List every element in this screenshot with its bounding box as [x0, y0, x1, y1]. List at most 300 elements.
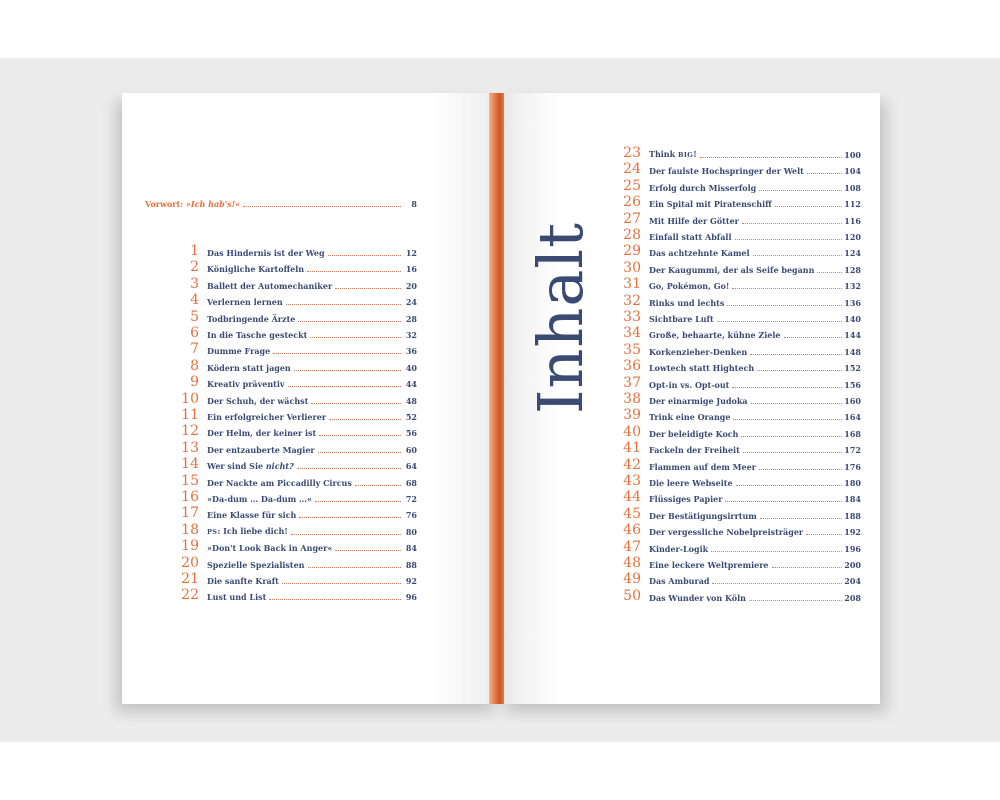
foreword-label — [145, 198, 240, 210]
leader-dots — [732, 387, 842, 388]
page-number: 196 — [844, 543, 861, 554]
chapter-number: 1 — [190, 243, 199, 259]
page-number: 140 — [844, 314, 861, 324]
page-number: 100 — [844, 150, 861, 160]
chapter-number: 33 — [623, 309, 641, 325]
chapter-title-text: Ködern statt jagen — [207, 362, 291, 373]
chapter-title — [649, 264, 814, 276]
toc-entry — [175, 522, 417, 538]
leader-dots — [308, 567, 402, 568]
foreword-entry — [145, 196, 417, 210]
book-spine-right — [500, 93, 504, 704]
chapter-number: 3 — [190, 275, 199, 292]
chapter-title — [649, 379, 729, 391]
page-number: 48 — [405, 395, 417, 406]
page-number: 144 — [844, 330, 861, 341]
toc-entry — [617, 555, 861, 571]
chapter-number: 7 — [190, 341, 199, 358]
chapter-number: 21 — [181, 571, 199, 587]
page-number: 156 — [844, 379, 861, 390]
chapter-title — [207, 395, 308, 407]
page-number: 188 — [844, 510, 861, 521]
chapter-number: 45 — [623, 505, 641, 522]
toc-entry — [617, 145, 861, 161]
page-number: 32 — [405, 330, 417, 340]
page-number: 132 — [844, 281, 861, 292]
toc-entry — [175, 341, 417, 357]
chapter-title — [649, 165, 804, 177]
page-number: 160 — [844, 396, 861, 406]
page-number: 116 — [844, 215, 861, 226]
page-number: 168 — [844, 428, 861, 439]
chapter-number: 44 — [623, 489, 641, 506]
chapter-title — [207, 427, 316, 439]
chapter-title — [207, 591, 266, 603]
leader-dots — [760, 518, 843, 519]
contents-heading: Inhalt — [524, 221, 597, 415]
page-number: 192 — [844, 527, 861, 538]
chapter-title — [649, 198, 772, 210]
chapter-number: 37 — [623, 374, 641, 391]
toc-entry — [175, 259, 417, 275]
page-number: 88 — [405, 559, 417, 570]
chapter-title-text: Spezielle Spezialisten — [207, 559, 305, 570]
toc-entry — [175, 325, 417, 341]
leader-dots — [759, 190, 842, 191]
chapter-number: 25 — [623, 177, 641, 194]
page-number: 60 — [405, 444, 417, 455]
chapter-title-text: Todbringende Ärzte — [207, 313, 296, 324]
chapter-number: 38 — [623, 391, 641, 407]
page-number: 204 — [844, 576, 861, 587]
toc-entry — [175, 374, 417, 390]
leader-dots — [700, 157, 843, 158]
leader-dots — [297, 468, 401, 469]
chapter-number: 12 — [181, 423, 199, 440]
toc-entry — [617, 473, 861, 489]
leader-dots — [750, 354, 842, 355]
chapter-title — [649, 297, 724, 309]
chapter-title-text: Kreativ präventiv — [207, 379, 285, 390]
page-number: 40 — [405, 362, 417, 373]
chapter-number: 28 — [623, 227, 641, 243]
chapter-title — [207, 575, 279, 587]
toc-entry — [175, 587, 417, 603]
chapter-number: 17 — [181, 505, 199, 522]
chapter-number: 36 — [623, 358, 641, 375]
chapter-number: 47 — [623, 538, 641, 555]
chapter-title-text: Flüssiges Papier — [649, 494, 723, 505]
leader-dots — [733, 419, 842, 420]
page-number: 68 — [405, 477, 417, 488]
chapter-title-text: Das Amburad — [649, 576, 710, 587]
chapter-title — [207, 493, 312, 505]
leader-dots — [273, 353, 401, 354]
toc-entry — [617, 309, 861, 325]
toc-entry — [175, 243, 417, 259]
page-number: 172 — [844, 445, 861, 456]
book-spine-left — [489, 93, 500, 704]
chapter-number: 20 — [181, 554, 199, 571]
toc-entry — [175, 440, 417, 456]
chapter-title — [207, 345, 270, 357]
leader-dots — [711, 551, 842, 552]
chapter-title-text: : Ich liebe dich! — [217, 525, 288, 536]
chapter-title — [649, 575, 709, 587]
chapter-title-emphasis: nicht? — [265, 461, 294, 472]
chapter-title-text: Go, Pokémon, Go! — [649, 281, 730, 292]
chapter-title-text: Verlernen lernen — [207, 297, 283, 308]
toc-entry — [617, 539, 861, 555]
chapter-title — [649, 182, 756, 194]
chapter-title — [649, 215, 739, 227]
chapter-title — [649, 247, 750, 259]
page-number: 124 — [844, 248, 861, 259]
chapter-title — [649, 362, 754, 374]
chapter-title — [649, 231, 732, 243]
leader-dots — [286, 304, 401, 305]
chapter-title-text: Die sanfte Kraft — [207, 576, 279, 586]
page-number: 56 — [405, 428, 417, 439]
chapter-title-text: Kinder-Logik — [649, 543, 709, 554]
chapter-title-text: Der vergessliche Nobelpreisträger — [649, 527, 804, 538]
leader-dots — [335, 288, 401, 289]
chapter-title-text: Dumme Frage — [207, 346, 271, 357]
page-number: 104 — [844, 166, 861, 177]
leader-dots — [772, 567, 843, 568]
chapter-number: 14 — [181, 456, 199, 473]
toc-entry — [617, 375, 861, 391]
page-number: 36 — [405, 346, 417, 357]
toc-entry — [617, 588, 861, 604]
toc-entry — [175, 473, 417, 489]
chapter-title-text: Das achtzehnte Kamel — [649, 248, 750, 259]
chapter-number: 13 — [181, 439, 199, 456]
leader-dots — [806, 534, 842, 535]
chapter-title-text: Der Bestätigungsirrtum — [649, 510, 757, 521]
toc-entry — [617, 260, 861, 276]
chapter-title-text: Opt-in vs. Opt-out — [649, 379, 730, 390]
chapter-title-text: Rinks und lechts — [649, 297, 725, 308]
chapter-title — [649, 543, 708, 555]
chapter-title-text: Der faulste Hochspringer der Welt — [649, 166, 804, 177]
toc-entry — [617, 243, 861, 259]
toc-entry — [617, 178, 861, 194]
toc-entry — [617, 358, 861, 374]
chapter-title — [207, 329, 307, 341]
chapter-title — [649, 280, 729, 292]
page-number: 108 — [844, 182, 861, 193]
chapter-title-text: Das Hindernis ist der Weg — [207, 248, 325, 258]
chapter-number: 29 — [623, 243, 641, 260]
chapter-title-text: Wer sind Sie — [207, 461, 266, 472]
chapter-title — [649, 526, 803, 538]
leader-dots — [817, 272, 842, 273]
leader-dots — [743, 452, 843, 453]
chapter-number: 32 — [623, 292, 641, 309]
chapter-number: 50 — [623, 587, 641, 604]
chapter-number: 31 — [623, 276, 641, 293]
chapter-title — [207, 378, 285, 390]
chapter-title — [649, 313, 714, 325]
chapter-title-smallcaps: PS — [207, 527, 218, 536]
page-number: 208 — [844, 592, 861, 603]
toc-entry — [175, 423, 417, 439]
chapter-title-text: Der Schuh, der wächst — [207, 395, 309, 406]
chapter-number: 22 — [181, 587, 199, 604]
chapter-title-text: Ein erfolgreicher Verlierer — [207, 412, 327, 422]
chapter-number: 35 — [623, 341, 641, 358]
leader-dots — [717, 321, 843, 322]
chapter-number: 2 — [190, 259, 199, 276]
page-number: 16 — [405, 264, 417, 275]
leader-dots — [751, 403, 843, 404]
leader-dots — [329, 419, 401, 420]
chapter-title-text: Königliche Kartoffeln — [207, 264, 305, 275]
chapter-title — [207, 362, 291, 374]
chapter-title — [207, 296, 283, 308]
toc-entry — [175, 292, 417, 308]
leader-dots — [269, 599, 401, 600]
leader-dots — [741, 436, 842, 437]
chapter-title — [649, 444, 740, 456]
chapter-title — [649, 461, 756, 473]
page-number: 112 — [844, 199, 861, 210]
chapter-title-text: Einfall statt Abfall — [649, 232, 732, 242]
toc-entry — [617, 227, 861, 243]
page-number: 180 — [844, 478, 861, 488]
chapter-title-text: Eine Klasse für sich — [207, 510, 297, 521]
chapter-title-text: Flammen auf dem Meer — [649, 461, 756, 472]
toc-entry — [617, 506, 861, 522]
leader-dots — [298, 321, 401, 322]
chapter-title — [649, 592, 746, 604]
leader-dots — [355, 485, 401, 486]
chapter-title — [207, 263, 304, 275]
chapter-title — [649, 411, 730, 423]
page-number: 92 — [405, 576, 417, 586]
page-number: 64 — [405, 461, 417, 472]
page-number: 136 — [844, 297, 861, 308]
leader-dots — [335, 550, 401, 551]
chapter-number: 9 — [190, 374, 199, 391]
toc-entry — [175, 309, 417, 325]
page-number: 28 — [405, 313, 417, 324]
chapter-title-text: Der Helm, der keiner ist — [207, 428, 317, 439]
leader-dots — [311, 403, 401, 404]
page-number: 120 — [844, 232, 861, 242]
chapter-title-text: Große, behaarte, kühne Ziele — [649, 330, 781, 341]
chapter-title-text: Sichtbare Luft — [649, 314, 714, 324]
toc-entry — [617, 293, 861, 309]
chapter-number: 11 — [181, 407, 199, 423]
chapter-number: 4 — [190, 292, 199, 309]
page-number: 200 — [844, 560, 861, 570]
toc-entry — [617, 325, 861, 341]
chapter-number: 30 — [623, 259, 641, 276]
toc-entry — [617, 571, 861, 587]
page-number: 52 — [405, 412, 417, 422]
toc-entry — [617, 407, 861, 423]
leader-dots — [243, 206, 401, 207]
toc-entry — [617, 522, 861, 538]
leader-dots — [288, 386, 401, 387]
chapter-title — [207, 525, 288, 538]
chapter-title — [207, 542, 332, 554]
page-number: 164 — [844, 412, 861, 423]
page-number: 176 — [844, 461, 861, 472]
chapter-number: 16 — [181, 489, 199, 505]
chapter-number: 5 — [190, 308, 199, 325]
chapter-title-text: Eine leckere Weltpremiere — [649, 560, 769, 570]
chapter-title-text: Der Kaugummi, der als Seife begann — [649, 264, 815, 275]
chapter-number: 15 — [181, 472, 199, 489]
page-number: 24 — [405, 297, 417, 308]
leader-dots — [735, 239, 843, 240]
leader-dots — [299, 517, 401, 518]
chapter-title-text: Trink eine Orange — [649, 412, 731, 423]
chapter-title — [207, 247, 325, 259]
leader-dots — [282, 583, 401, 584]
page-number: 152 — [844, 363, 861, 374]
page-number: 84 — [405, 543, 417, 554]
chapter-title — [207, 313, 295, 325]
page-number: 12 — [405, 248, 417, 258]
toc-entry — [175, 505, 417, 521]
chapter-title — [207, 509, 296, 521]
chapter-title — [207, 460, 294, 472]
chapter-title — [649, 346, 747, 358]
chapter-number: 39 — [623, 407, 641, 424]
leader-dots — [749, 600, 842, 601]
toc-entry — [175, 555, 417, 571]
toc-entry — [175, 407, 417, 423]
leader-dots — [294, 370, 401, 371]
page-number: 20 — [405, 280, 417, 291]
leader-dots — [318, 452, 401, 453]
chapter-number: 43 — [623, 473, 641, 489]
toc-entry — [175, 489, 417, 505]
toc-entry — [175, 358, 417, 374]
chapter-number: 8 — [190, 357, 199, 374]
chapter-title — [649, 148, 697, 161]
chapter-title — [207, 280, 332, 292]
chapter-title-smallcaps: BIG — [677, 151, 694, 159]
toc-entry — [617, 194, 861, 210]
toc-entry — [617, 211, 861, 227]
chapter-title — [649, 477, 733, 489]
toc-entry — [617, 391, 861, 407]
foreword-title: »Ich hab's!« — [185, 199, 241, 209]
leader-dots — [712, 583, 842, 584]
toc-entry — [175, 538, 417, 554]
chapter-number: 19 — [181, 538, 199, 555]
chapter-title — [649, 510, 757, 522]
leader-dots — [291, 534, 401, 535]
leader-dots — [315, 501, 401, 502]
leader-dots — [784, 337, 843, 338]
chapter-title-text: Ballett der Automechaniker — [207, 280, 333, 291]
chapter-title — [207, 444, 315, 456]
chapter-title — [649, 428, 738, 440]
chapter-number: 34 — [623, 325, 641, 342]
chapter-title — [649, 329, 781, 341]
page-number: 44 — [405, 379, 417, 390]
chapter-title — [649, 559, 769, 571]
chapter-title-text: Der entzauberte Magier — [207, 444, 315, 455]
chapter-title — [649, 395, 748, 407]
chapter-title-text: Think — [649, 149, 678, 159]
chapter-number: 26 — [623, 194, 641, 211]
toc-entry — [175, 276, 417, 292]
leader-dots — [736, 485, 843, 486]
leader-dots — [775, 206, 843, 207]
page-number: 76 — [405, 510, 417, 521]
toc-entry — [617, 276, 861, 292]
chapter-title — [207, 411, 326, 423]
toc-entry — [617, 440, 861, 456]
leader-dots — [732, 288, 842, 289]
page-number: 184 — [844, 494, 861, 505]
chapter-number: 41 — [623, 440, 641, 457]
chapter-title-text: In die Tasche gesteckt — [207, 330, 308, 340]
chapter-title-text: Mit Hilfe der Götter — [649, 215, 739, 226]
leader-dots — [307, 271, 401, 272]
chapter-number: 27 — [623, 210, 641, 227]
chapter-number: 48 — [623, 555, 641, 571]
chapter-number: 18 — [181, 521, 199, 538]
chapter-number: 24 — [623, 161, 641, 178]
chapter-title — [649, 493, 722, 505]
chapter-number: 40 — [623, 423, 641, 440]
page-number: 96 — [405, 592, 417, 603]
toc-entry — [617, 489, 861, 505]
toc-entry — [175, 391, 417, 407]
chapter-number: 49 — [623, 571, 641, 588]
leader-dots — [757, 370, 842, 371]
chapter-title-text: Der Nackte am Piccadilly Circus — [207, 477, 352, 488]
chapter-title-text: Fackeln der Freiheit — [649, 445, 740, 456]
leader-dots — [759, 469, 842, 470]
toc-entry — [617, 424, 861, 440]
chapter-title-text: Lust und List — [207, 592, 267, 603]
chapter-title-text: Erfolg durch Misserfolg — [649, 182, 757, 193]
page-number: 148 — [844, 346, 861, 357]
leader-dots — [727, 305, 842, 306]
chapter-title-suffix: ! — [693, 149, 697, 159]
chapter-number: 42 — [623, 456, 641, 473]
leader-dots — [753, 255, 843, 256]
leader-dots — [725, 501, 842, 502]
foreword-prefix: Vorwort: — [145, 199, 186, 209]
foreword-page: 8 — [411, 199, 417, 209]
leader-dots — [310, 337, 401, 338]
chapter-title-text: Das Wunder von Köln — [649, 592, 746, 603]
chapter-title-text: Der beleidigte Koch — [649, 428, 739, 439]
leader-dots — [328, 255, 401, 256]
chapter-title-text: Die leere Webseite — [649, 478, 733, 488]
chapter-number: 6 — [190, 325, 199, 341]
chapter-number: 23 — [623, 145, 641, 161]
chapter-title-text: »Da-dum … Da-dum …« — [207, 494, 312, 504]
toc-entry — [617, 161, 861, 177]
leader-dots — [319, 435, 401, 436]
leader-dots — [807, 173, 842, 174]
toc-entry — [175, 571, 417, 587]
toc-entry — [175, 456, 417, 472]
toc-entry — [617, 457, 861, 473]
chapter-title-text: Ein Spital mit Piratenschiff — [649, 199, 772, 210]
